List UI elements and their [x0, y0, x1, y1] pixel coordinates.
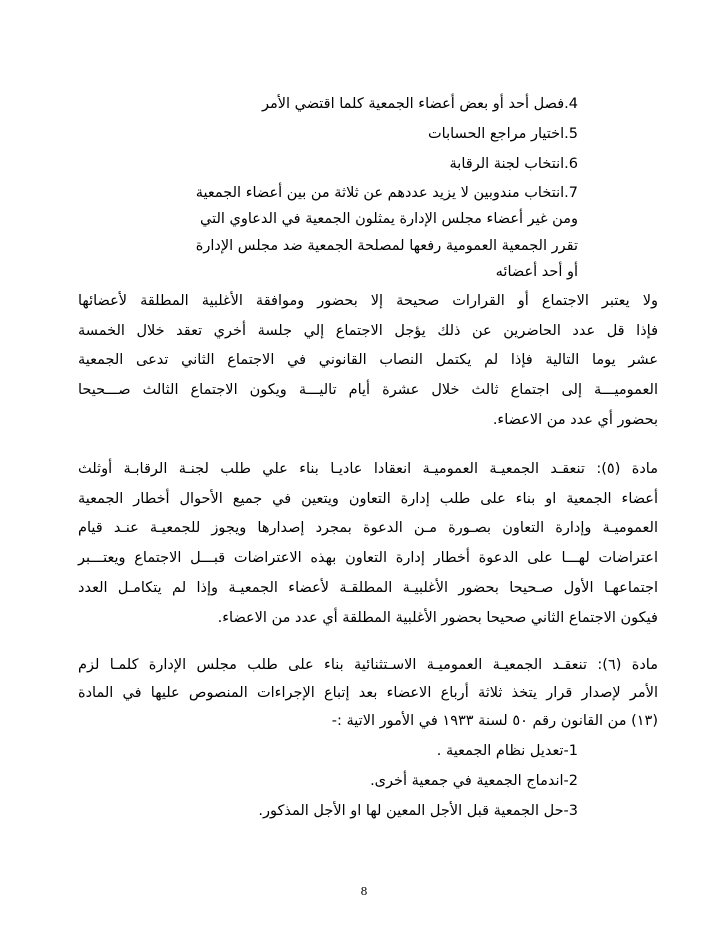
list-item-5: 5.اختيار مراجع الحسابات — [428, 126, 578, 142]
list-item-7-cont: أو أحد أعضائه — [495, 264, 578, 280]
paragraph-line: ولا يعتبر الاجتماع أو القرارات صحيحة إلا بحضور وموافقة الأغلبية المطلقة لأعضائها — [78, 293, 658, 309]
page-number: 8 — [360, 885, 368, 898]
article-5-line: مادة (٥): تنعقـد الجمعيـة العموميـة انعقادا عاديـا بناء علي طلب لجنـة الرقابـة أوثلث — [78, 461, 658, 477]
article-6-item: 3-حل الجمعية قبل الأجل المعين لها او الأجل المذكور. — [258, 803, 578, 819]
list-item-4: 4.فصل أحد أو بعض أعضاء الجمعية كلما اقتضي الأمر — [261, 96, 578, 112]
article-5-line: فيكون الاجتماع الثاني صحيحا بحضور الأغلبية المطلقة أي عدد من الاعضاء. — [217, 610, 658, 626]
list-item-7-cont: تقرر الجمعية العمومية رفعها لمصلحة الجمعية ضد مجلس الإدارة — [195, 238, 578, 254]
article-5-line: اعتراضات لهـــا على الدعوة أخطار إدارة التعاون بهذه الاعتراضات قبـــل الاجتماع ويعتـــبر — [78, 550, 658, 566]
article-5-line: أعضاء الجمعية او بناء على طلب إدارة التعاون ويتعين في جميع الأحوال أخطار الجمعية — [78, 491, 658, 507]
paragraph-line: فإذا قل عدد الحاضرين عن ذلك يؤجل الاجتماع إلي جلسة أخري تعقد خلال الخمسة — [78, 323, 658, 339]
article-6-item: 1-تعديل نظام الجمعية . — [436, 743, 578, 759]
list-item-7: 7.انتخاب مندوبين لا يزيد عددهم عن ثلاثة من بين أعضاء الجمعية — [195, 185, 578, 201]
paragraph-line: عشر يوما التالية فإذا لم يكتمل النصاب القانوني في الاجتماع الثاني تدعى الجمعية — [78, 352, 658, 368]
article-6-line: مادة (٦): تنعقـد الجمعيـة العموميـة الاسـتثنائية بناء على طلب مجلس الإدارة كلمـا لزم — [78, 657, 658, 673]
paragraph-line: بحضور أي عدد من الاعضاء. — [492, 412, 658, 428]
list-item-7-cont: ومن غير أعضاء مجلس الإدارة يمثلون الجمعية في الدعاوي التي — [199, 211, 578, 227]
article-5-line: العموميـة وإدارة التعاون بصـورة مـن الدعوة بمجرد إصدارها ويجوز للجمعيـة عنـد قيام — [78, 520, 658, 536]
article-5-line: اجتماعهـا الأول صـحيحا بحضور الأغلبيـة المطلقـة لأعضاء الجمعيـة وإذا لم يتكامـل العدد — [78, 580, 658, 596]
article-6-line: الأمر لإصدار قرار يتخذ ثلاثة أرباع الاعضاء بعد إتباع الإجراءات المنصوص عليها في المادة — [78, 685, 658, 701]
paragraph-line: العموميـــة إلى اجتماع ثالث خلال عشرة أيام تاليـــة ويكون الاجتماع الثالث صـــحيحا — [78, 382, 658, 398]
article-6-item: 2-اندماج الجمعية في جمعية أخرى. — [370, 773, 578, 789]
article-6-line: (١٣) من القانون رقم ٥٠ لسنة ١٩٣٣ في الأمور الاتية :- — [331, 713, 658, 729]
list-item-6: 6.انتخاب لجنة الرقابة — [449, 156, 578, 172]
